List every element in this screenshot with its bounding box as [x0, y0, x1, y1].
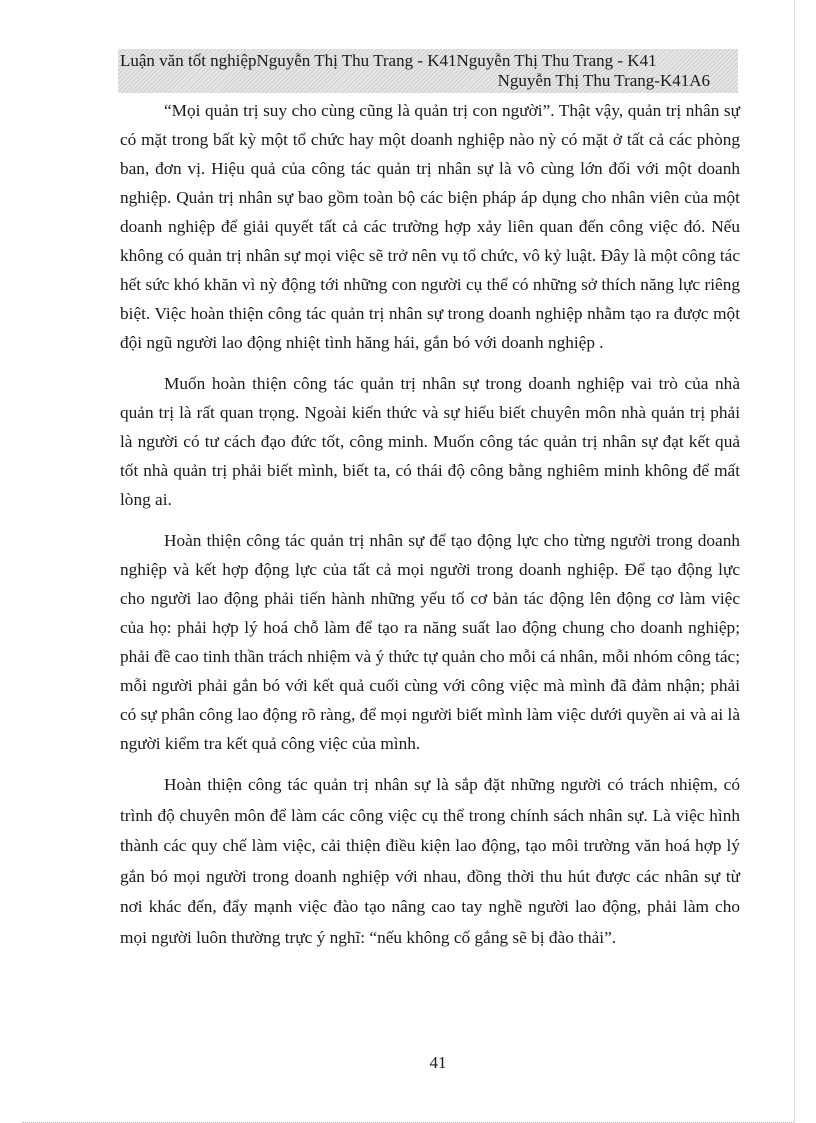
page-right-border — [794, 0, 795, 1123]
running-header — [118, 49, 738, 93]
page-number: 41 — [429, 1053, 447, 1072]
body-text — [120, 96, 740, 953]
header-line-1: Luận văn tốt nghiệpNguyễn Thị Thu Trang - K41Nguyễn Thị Thu Trang - K41 — [120, 51, 657, 70]
paragraph: Muốn hoàn thiện công tác quản trị nhân sự trong doanh nghiệp vai trò của nhà quản trị là rất quan trọng. Ngoài kiến thức và sự hiểu biết chuyên môn nhà quản trị phải là người có tư cách đạo đức tốt, công minh. Muốn công tác quản trị nhân sự đạt kết quả tốt nhà quản trị phải biết mình, biết ta, có thái độ công bằng nghiêm minh không để mất lòng ai. — [120, 374, 740, 509]
paragraph: Hoàn thiện công tác quản trị nhân sự là sắp đặt những người có trách nhiệm, có trình độ chuyên môn để làm các công việc cụ thể trong chính sách nhân sự. Là việc hình thành các quy chế làm việc, cải thiện điều kiện lao động, tạo môi trường văn hoá hợp lý gắn bó mọi người trong doanh nghiệp với nhau, đồng thời thu hút được các nhân sự từ nơi khác đến, đẩy mạnh việc đào tạo nâng cao tay nghề người lao động, phải làm cho mọi người luôn thường trực ý nghĩ: “nếu không cố gắng sẽ bị đào thải”. — [120, 775, 740, 947]
header-line-2: Nguyễn Thị Thu Trang-K41A6 — [497, 71, 710, 90]
paragraph: “Mọi quản trị suy cho cùng cũng là quản trị con người”. Thật vậy, quản trị nhân sự có mặt trong bất kỳ một tổ chức hay một doanh nghiệp nào nỳ có mặt ở tất cả các phòng ban, đơn vị. Hiệu quả của công tác quản trị nhân sự là vô cùng lớn đối với một doanh nghiệp. Quản trị nhân sự bao gồm toàn bộ các biện pháp áp dụng cho nhân viên của một doanh nghiệp để giải quyết tất cả các trường hợp xảy liên quan đến công việc đó. Nếu không có quản trị nhân sự mọi việc sẽ trở nên vụ tổ chức, vô kỷ luật. Đây là một công tác hết sức khó khăn vì nỳ động tới những con người cụ thể có những sở thích năng lực riêng biệt. Việc hoàn thiện công tác quản trị nhân sự trong doanh nghiệp nhằm tạo ra được một đội ngũ người lao động nhiệt tình hăng hái, gắn bó với doanh nghiệp . — [120, 101, 740, 352]
paragraph: Hoàn thiện công tác quản trị nhân sự để tạo động lực cho từng người trong doanh nghiệp và kết hợp động lực của tất cả mọi người trong doanh nghiệp. Để tạo động lực cho người lao động phải tiến hành những yếu tố cơ bản tác động lên động cơ làm việc của họ: phải hợp lý hoá chỗ làm để tạo ra năng suất lao động chung cho doanh nghiệp; phải đề cao tinh thần trách nhiệm và ý thức tự quản cho mỗi cá nhân, mỗi nhóm công tác; mỗi người phải gắn bó với kết quả cuối cùng với công việc mà mình đã đảm nhận; phải có sự phân công lao động rõ ràng, để mọi người biết mình làm việc dưới quyền ai và ai là người kiểm tra kết quả công việc của mình. — [120, 531, 740, 753]
